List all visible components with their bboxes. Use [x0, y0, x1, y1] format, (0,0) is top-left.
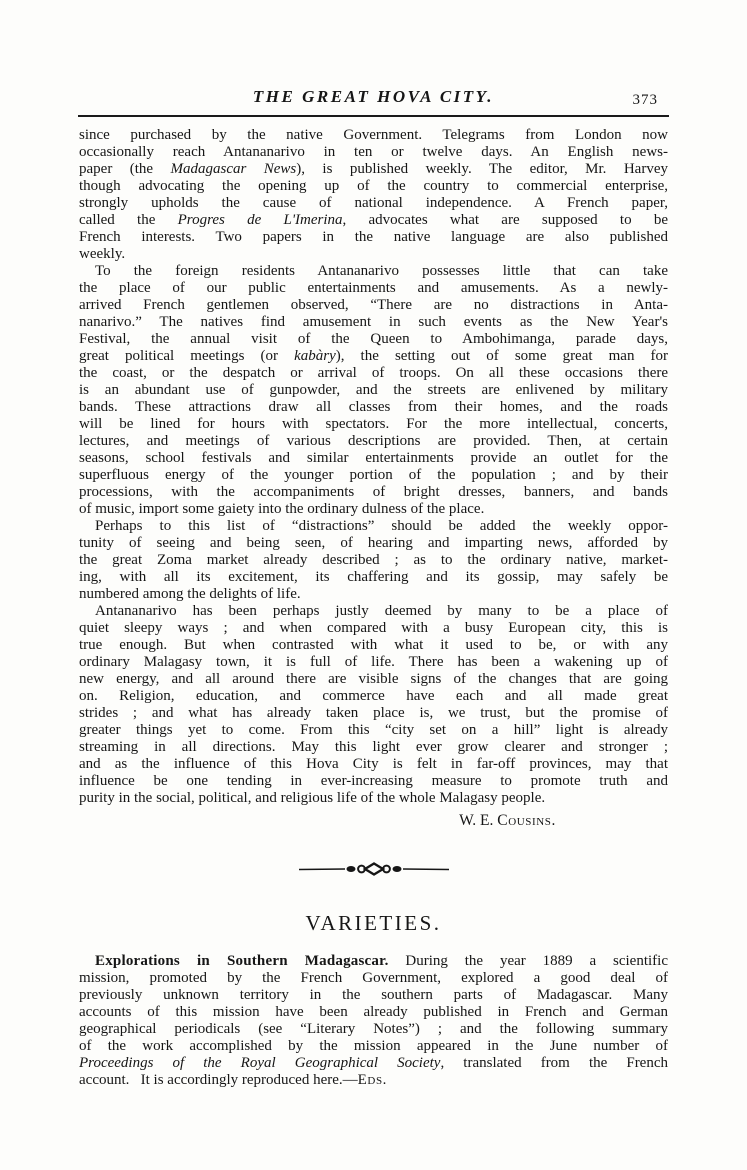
text-segment: new energy, and all around there are visible signs of the changes that are going	[79, 671, 668, 687]
text-segment: superfluous energy of the younger portion of the population ; and by their	[79, 467, 668, 483]
page-content	[79, 87, 668, 1089]
text-segment: occasionally reach Antananarivo in ten or twelve days. An English news-	[79, 144, 668, 160]
text-segment: Cousins.	[497, 812, 556, 829]
section-heading: VARIETIES.	[305, 911, 442, 935]
text-line	[79, 552, 668, 569]
text-line	[79, 246, 668, 263]
text-segment: ing, with all its excitement, its chaffering and its gossip, may safely be	[79, 569, 668, 585]
ornament-divider-icon	[299, 862, 449, 876]
text-segment: arrived French gentlemen observed, “There are no distractions in Anta-	[79, 297, 668, 313]
text-segment: Antananarivo has been perhaps justly deemed by many to be a place of	[95, 603, 668, 619]
text-line	[79, 790, 668, 807]
text-segment: though advocating the opening up of the country to commercial enterprise,	[79, 178, 668, 194]
text-segment: called the	[79, 212, 178, 228]
text-segment: great political meetings (or	[79, 348, 295, 364]
text-segment: , translated from the French	[440, 1055, 668, 1071]
text-line	[79, 484, 668, 501]
text-segment: W. E.	[459, 812, 498, 829]
text-segment: purity in the social, political, and religious life of the whole Malagasy people.	[79, 790, 546, 806]
text-segment: strides ; and what has already taken place is, we trust, but the promise of	[79, 705, 668, 721]
text-segment: since purchased by the native Government. Telegrams from London now	[79, 127, 668, 143]
text-segment: seasons, school festivals and similar entertainments provide an outlet for the	[79, 450, 668, 466]
page-number: 373	[632, 92, 658, 108]
text-segment: ), is published weekly. The editor, Mr. Harvey	[296, 161, 668, 177]
text-segment: Festival, the annual visit of the Queen to Ambohimanga, parade days,	[79, 331, 668, 347]
text-line	[79, 348, 668, 365]
text-line	[79, 314, 668, 331]
text-segment: will be lined for hours with spectators. For the more intellectual, concerts,	[79, 416, 668, 432]
text-line	[79, 1055, 668, 1072]
text-line	[79, 127, 668, 144]
text-segment: nanarivo.” The natives find amusement in such events as the New Year's	[79, 314, 668, 330]
text-line	[79, 467, 668, 484]
text-segment: of music, import some gaiety into the ordinary dulness of the place.	[79, 501, 485, 517]
text-segment: Explorations in Southern Madagascar.	[95, 953, 389, 969]
text-segment: kabàry	[294, 348, 336, 364]
text-segment: ), the setting out of some great man for	[335, 348, 668, 364]
text-line	[79, 450, 668, 467]
text-line	[79, 1021, 668, 1038]
text-line	[79, 433, 668, 450]
text-segment: Perhaps to this list of “distractions” should be added the weekly oppor-	[95, 518, 668, 534]
text-segment: the coast, or the despatch or arrival of troops. On all these occasions there	[79, 365, 668, 381]
text-line	[79, 970, 668, 987]
text-line	[79, 399, 668, 416]
text-segment: and as the influence of this Hova City is felt in far-off provinces, may that	[79, 756, 668, 772]
text-segment: Progres de L'Imerina	[177, 212, 343, 228]
article-body	[79, 127, 668, 807]
text-line	[79, 297, 668, 314]
text-line	[79, 280, 668, 297]
text-line	[79, 620, 668, 637]
text-segment: is an abundant use of gunpowder, and the streets are enlivened by military	[79, 382, 668, 398]
text-segment: of the work accomplished by the mission appeared in the June number of	[79, 1038, 668, 1054]
text-segment: true enough. But when contrasted with what it used to be, or with any	[79, 637, 668, 653]
text-line	[79, 382, 668, 399]
text-segment: geographical periodicals (see “Literary Notes”) ; and the following summary	[79, 1021, 668, 1037]
text-line	[79, 637, 668, 654]
text-segment: influence be one tending in ever-increasing measure to promote truth and	[79, 773, 668, 789]
running-head	[79, 87, 668, 106]
text-line	[79, 671, 668, 688]
text-line	[79, 722, 668, 739]
text-line	[79, 229, 668, 246]
text-segment: paper (the	[79, 161, 171, 177]
text-segment: weekly.	[79, 246, 126, 262]
text-segment: To the foreign residents Antananarivo possesses little that can take	[95, 263, 668, 279]
text-segment: mission, promoted by the French Government, explored a good deal of	[79, 970, 668, 986]
text-segment: , advocates what are supposed to be	[342, 212, 668, 228]
text-line	[79, 144, 668, 161]
text-line	[79, 178, 668, 195]
text-segment: accounts of this mission have been already published in French and German	[79, 1004, 668, 1020]
text-line	[79, 773, 668, 790]
section-divider	[79, 862, 668, 876]
text-line	[79, 953, 668, 970]
text-segment: tunity of seeing and being seen, of hearing and imparting news, afforded by	[79, 535, 668, 551]
text-segment: the place of our public entertainments and amusements. As a newly-	[79, 280, 668, 296]
text-segment: strongly upholds the cause of national independence. A French paper,	[79, 195, 668, 211]
text-line	[79, 987, 668, 1004]
text-segment: French interests. Two papers in the native language are also published	[79, 229, 668, 245]
varieties-body	[79, 953, 668, 1089]
text-segment: numbered among the delights of life.	[79, 586, 301, 602]
text-line	[79, 518, 668, 535]
text-line	[79, 654, 668, 671]
text-line	[79, 756, 668, 773]
text-line	[79, 603, 668, 620]
text-line	[79, 535, 668, 552]
text-line	[79, 705, 668, 722]
text-line	[79, 1038, 668, 1055]
header-rule	[78, 115, 669, 117]
text-segment: account. It is accordingly reproduced here.—	[79, 1072, 358, 1088]
text-segment: on. Religion, education, and commerce have each and all made great	[79, 688, 668, 704]
text-line	[79, 416, 668, 433]
text-segment: quiet sleepy ways ; and when compared with a busy European city, this is	[79, 620, 668, 636]
text-segment: bands. These attractions draw all classes from their homes, and the roads	[79, 399, 668, 415]
text-segment: Proceedings of the Royal Geographical Society	[79, 1055, 441, 1071]
running-head-title: THE GREAT HOVA CITY.	[252, 87, 495, 106]
text-segment: Eds.	[357, 1072, 388, 1088]
text-line	[79, 739, 668, 756]
text-line	[79, 569, 668, 586]
text-segment: processions, with the accompaniments of bright dresses, banners, and bands	[79, 484, 668, 500]
text-segment: Madagascar News	[170, 161, 297, 177]
author-signature	[79, 812, 668, 829]
text-line	[79, 1072, 668, 1089]
text-segment: During the year 1889 a scientific	[388, 953, 668, 969]
text-line	[79, 586, 668, 603]
text-segment: streaming in all directions. May this light ever grow clearer and stronger ;	[79, 739, 668, 755]
text-line	[79, 365, 668, 382]
text-line	[79, 331, 668, 348]
text-line	[79, 1004, 668, 1021]
text-segment: ordinary Malagasy town, it is full of life. There has been a wakening up of	[79, 654, 668, 670]
text-segment: lectures, and meetings of various descriptions are provided. Then, at certain	[79, 433, 668, 449]
text-line	[79, 161, 668, 178]
text-line	[79, 212, 668, 229]
text-line	[79, 263, 668, 280]
text-segment: greater things yet to come. From this “city set on a hill” light is already	[79, 722, 668, 738]
text-line	[79, 195, 668, 212]
text-segment: previously unknown territory in the southern parts of Madagascar. Many	[79, 987, 668, 1003]
text-segment: the great Zoma market already described ; as to the ordinary native, market-	[79, 552, 668, 568]
text-line	[79, 501, 668, 518]
text-line	[79, 688, 668, 705]
